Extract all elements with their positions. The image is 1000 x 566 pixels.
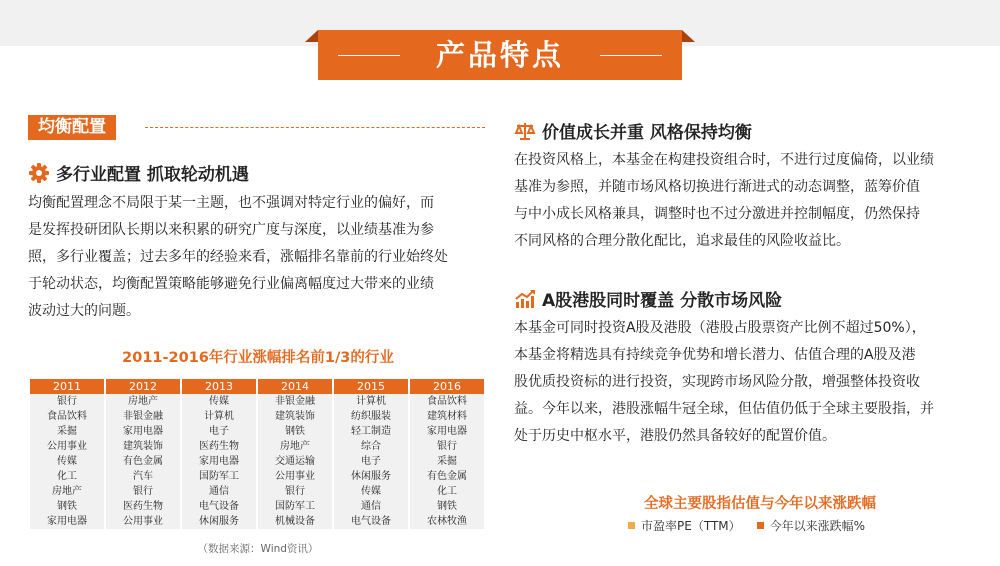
- legend-item-pe: [628, 517, 741, 534]
- right-paragraph-line: 本基金可同时投资A股及港股（港股占股票资产比例不超过50%），: [514, 320, 926, 336]
- legend-label-pe: 市盈率PE（TTM）: [641, 519, 741, 533]
- table-cell: 建筑材料: [410, 409, 484, 424]
- right-paragraph-line: 处于历史中枢水平，港股仍然具备较好的配置价值。: [514, 428, 836, 444]
- table-cell: 家用电器: [182, 454, 256, 469]
- table-cell: 国防军工: [182, 469, 256, 484]
- table-row: [30, 394, 484, 409]
- table-cell: 家用电器: [30, 514, 104, 529]
- table-cell: 有色金属: [106, 454, 180, 469]
- table-cell: 公用事业: [106, 514, 180, 529]
- table-cell: 计算机: [334, 394, 408, 409]
- table-cell: 家用电器: [410, 424, 484, 439]
- table-cell: 房地产: [30, 484, 104, 499]
- table-cell: 采掘: [410, 454, 484, 469]
- right-section1-heading: [514, 118, 752, 143]
- table-row: [30, 454, 484, 469]
- table-cell: 钢铁: [258, 424, 332, 439]
- data-source: （数据来源：Wind资讯）: [197, 543, 319, 555]
- table-cell: 通信: [334, 499, 408, 514]
- legend-swatch-pe: [628, 522, 635, 529]
- table-cell: 化工: [30, 469, 104, 484]
- table-cell: 医药生物: [106, 499, 180, 514]
- year-header: 2016: [410, 379, 484, 394]
- table-row: [30, 484, 484, 499]
- right-section1-title: 价值成长并重 风格保持均衡: [542, 123, 752, 143]
- right-paragraph-line: 本基金将精选具有持续竞争优势和增长潜力、估值合理的A股及港: [514, 347, 916, 363]
- left-paragraph-line: 照，多行业覆盖；过去多年的经验来看，涨幅排名靠前的行业始终处: [28, 249, 448, 265]
- right-paragraph-line: 不同风格的合理分散化配比，追求最佳的风险收益比。: [514, 233, 850, 249]
- scale-icon: [514, 120, 536, 142]
- page-title: 产品特点: [435, 38, 564, 72]
- table-title: 2011-2016年行业涨幅排名前1/3的行业: [122, 350, 394, 366]
- table-cell: 食品饮料: [410, 394, 484, 409]
- table-cell: 计算机: [182, 409, 256, 424]
- table-header-row: [30, 379, 484, 394]
- right-paragraph-line: 基准为参照，并随市场风格切换进行渐进式的动态调整，蓝筹价值: [514, 179, 920, 195]
- right-paragraph-1: [514, 147, 990, 255]
- table-cell: 休闲服务: [182, 514, 256, 529]
- left-paragraph-line: 于轮动状态，均衡配置策略能够避免行业偏离幅度过大带来的业绩: [28, 276, 434, 292]
- table-cell: 银行: [30, 394, 104, 409]
- table-cell: 机械设备: [258, 514, 332, 529]
- year-header: 2011: [30, 379, 104, 394]
- tag-divider: [145, 127, 485, 128]
- table-cell: 农林牧渔: [410, 514, 484, 529]
- table-cell: 家用电器: [106, 424, 180, 439]
- left-section-heading: [28, 160, 249, 185]
- table-cell: 交通运输: [258, 454, 332, 469]
- right-paragraph-line: 在投资风格上，本基金在构建投资组合时，不进行过度偏倚，以业绩: [514, 152, 934, 168]
- right-paragraph-line: 益。今年以来，港股涨幅牛冠全球，但估值仍低于全球主要股指，并: [514, 401, 934, 417]
- table-row: [30, 514, 484, 529]
- chart-legend: [628, 517, 881, 534]
- table-cell: 房地产: [106, 394, 180, 409]
- legend-swatch-change: [757, 522, 764, 529]
- table-cell: 电子: [334, 454, 408, 469]
- gear-icon: [28, 162, 50, 184]
- banner-fold-left: [305, 30, 318, 42]
- right-paragraph-line: 股优质投资标的进行投资，实现跨市场风险分散，增强整体投资收: [514, 374, 920, 390]
- right-paragraph-line: 与中小成长风格兼具，调整时也不过分激进并控制幅度，仍然保持: [514, 206, 920, 222]
- table-cell: 电气设备: [334, 514, 408, 529]
- table-cell: 汽车: [106, 469, 180, 484]
- table-cell: 化工: [410, 484, 484, 499]
- table-row: [30, 499, 484, 514]
- table-cell: 传媒: [182, 394, 256, 409]
- left-paragraph-line: 均衡配置理念不局限于某一主题，也不强调对特定行业的偏好，而: [28, 195, 434, 211]
- right-section2-heading: [514, 286, 782, 311]
- table-cell: 公用事业: [258, 469, 332, 484]
- table-cell: 综合: [334, 439, 408, 454]
- table-cell: 休闲服务: [334, 469, 408, 484]
- chart-title: 全球主要股指估值与今年以来涨跌幅: [644, 496, 876, 512]
- table-cell: 有色金属: [410, 469, 484, 484]
- right-section2-title: A股港股同时覆盖 分散市场风险: [542, 291, 783, 311]
- legend-label-change: 今年以来涨跌幅%: [769, 519, 866, 533]
- table-cell: 采掘: [30, 424, 104, 439]
- table-cell: 建筑装饰: [258, 409, 332, 424]
- legend-item-change: [757, 517, 865, 534]
- table-cell: 银行: [410, 439, 484, 454]
- industry-ranking-table: [28, 379, 486, 529]
- table-cell: 通信: [182, 484, 256, 499]
- trend-chart-icon: [514, 288, 536, 310]
- table-cell: 纺织服装: [334, 409, 408, 424]
- year-header: 2014: [258, 379, 332, 394]
- table-row: [30, 439, 484, 454]
- banner-fold-right: [682, 30, 695, 42]
- table-cell: 银行: [106, 484, 180, 499]
- table-cell: 钢铁: [30, 499, 104, 514]
- table-cell: 非银金融: [258, 394, 332, 409]
- section-tag: 均衡配置: [28, 115, 116, 140]
- table-cell: 电气设备: [182, 499, 256, 514]
- table-cell: 房地产: [258, 439, 332, 454]
- table-cell: 公用事业: [30, 439, 104, 454]
- table-cell: 电子: [182, 424, 256, 439]
- table-row: [30, 424, 484, 439]
- left-section-title: 多行业配置 抓取轮动机遇: [56, 165, 249, 185]
- table-cell: 传媒: [30, 454, 104, 469]
- table-cell: 医药生物: [182, 439, 256, 454]
- table-cell: 钢铁: [410, 499, 484, 514]
- table-cell: 非银金融: [106, 409, 180, 424]
- year-header: 2013: [182, 379, 256, 394]
- table-row: [30, 409, 484, 424]
- left-paragraph: [28, 190, 498, 325]
- year-header: 2015: [334, 379, 408, 394]
- table-cell: 食品饮料: [30, 409, 104, 424]
- year-header: 2012: [106, 379, 180, 394]
- table-cell: 轻工制造: [334, 424, 408, 439]
- left-paragraph-line: 是发挥投研团队长期以来积累的研究广度与深度，以业绩基准为参: [28, 222, 434, 238]
- right-paragraph-2: [514, 315, 990, 450]
- table-cell: 传媒: [334, 484, 408, 499]
- left-paragraph-line: 波动过大的问题。: [28, 303, 140, 319]
- table-cell: 建筑装饰: [106, 439, 180, 454]
- table-cell: 银行: [258, 484, 332, 499]
- table-cell: 国防军工: [258, 499, 332, 514]
- table-row: [30, 469, 484, 484]
